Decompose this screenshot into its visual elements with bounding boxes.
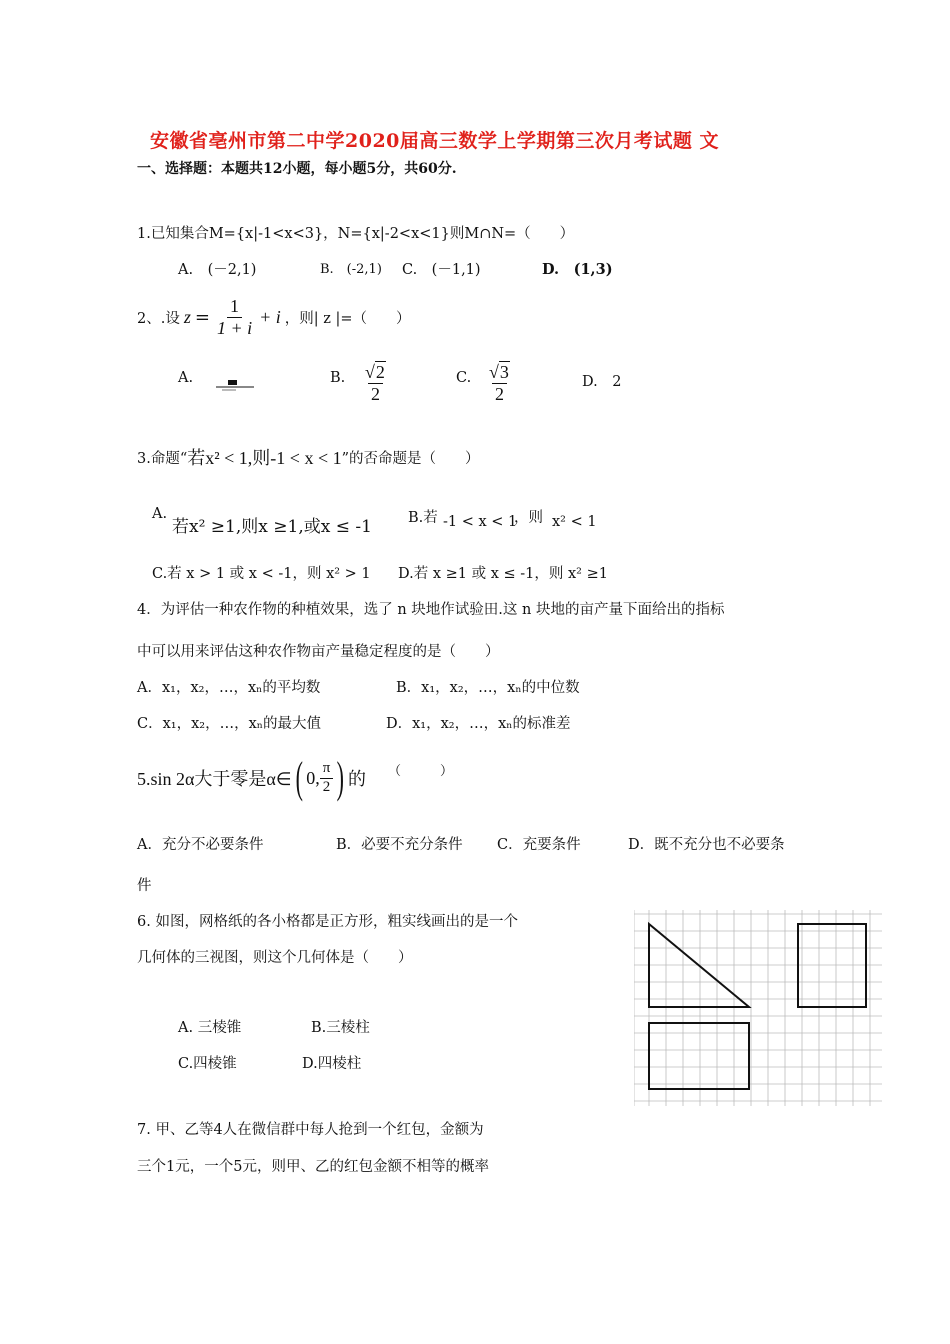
- q3-stem: [137, 444, 480, 470]
- q3-option-c: C.若 x > 1 或 x < -1，则 x² > 1: [152, 566, 371, 582]
- q6-option-a: A. 三棱锥: [178, 1020, 242, 1036]
- q4-line2: 中可以用来评估这种农作物亩产量稳定程度的是（ ）: [137, 644, 500, 660]
- q2-suffix: ，则| z |=（ ）: [284, 310, 411, 327]
- q2-plus-i: + i: [259, 306, 281, 327]
- q2-fraction-num: 1: [227, 296, 242, 318]
- q6-line2: 几何体的三视图，则这个几何体是（ ）: [137, 950, 413, 966]
- q3-option-b-math1: -1 < x < 1: [443, 514, 518, 530]
- q2-b-radicand: 2: [375, 362, 385, 382]
- q1-option-d: D. (1,3): [542, 261, 613, 278]
- q5-prefix: 5.sin 2α大于零是α∈: [137, 769, 292, 789]
- q3-suffix: ”的否命题是（ ）: [341, 450, 480, 467]
- q6-option-b: B.三棱柱: [311, 1020, 370, 1036]
- page-title: 安徽省亳州市第二中学2020届高三数学上学期第三次月考试题 文: [150, 130, 719, 152]
- q7-line1: 7. 甲、乙等4人在微信群中每人抢到一个红包，金额为: [137, 1122, 484, 1138]
- q2-eq: =: [194, 306, 210, 328]
- q2-fraction: [214, 296, 255, 338]
- q2-option-b-value: $\frac{√2}{2}$: [365, 362, 385, 404]
- q1-stem: 1.已知集合M={x|-1<x<3}，N={x|-2<x<1}则M∩N=（ ）: [137, 226, 575, 242]
- q2-fraction-den: 1 + i: [216, 317, 253, 338]
- q5-stem: 5.sin 2α大于零是α∈ ( 0, $\frac{\pi}{2}$ ) 的: [137, 753, 366, 802]
- q2-option-b-label: B.: [330, 370, 346, 386]
- q4-option-d: D．x₁，x₂，…，xₙ的标准差: [386, 716, 571, 732]
- q7-line2: 三个1元，一个5元，则甲、乙的红包金额不相等的概率: [137, 1159, 489, 1175]
- q2-z: z: [183, 306, 191, 327]
- q6-option-c: C.四棱锥: [178, 1056, 237, 1072]
- q2-option-a: A.: [178, 370, 194, 386]
- q2-c-radicand: 3: [499, 362, 509, 382]
- q2-b-denominator: 2: [368, 383, 383, 405]
- q5-zero: 0,: [306, 767, 320, 788]
- q3-option-b-label: B.若: [408, 510, 438, 526]
- q2-option-d: D. 2: [582, 374, 622, 390]
- q3-option-b-mid: ，则: [514, 510, 543, 526]
- q1-option-a: A. (－2,1): [178, 262, 257, 278]
- q4-option-c: C．x₁，x₂，…，xₙ的最大值: [137, 716, 322, 732]
- section-heading: 一、选择题：本题共12小题，每小题5分，共60分.: [137, 161, 457, 177]
- q5-post: 的: [347, 769, 366, 789]
- q5-two: 2: [322, 778, 331, 795]
- q1-option-c: C. (－1,1): [402, 262, 481, 278]
- q2-option-c-label: C.: [456, 370, 472, 386]
- q5-paren: （ ）: [388, 764, 454, 779]
- q1-option-b: B. (-2,1): [320, 262, 382, 277]
- q3-prefix: 3.命题“: [137, 450, 188, 467]
- q6-line1: 6. 如图，网格纸的各小格都是正方形，粗实线画出的是一个: [137, 914, 518, 930]
- q2-c-denominator: 2: [492, 383, 507, 405]
- q2-option-c-value: $\frac{√3}{2}$: [489, 362, 509, 404]
- q5-pi: π: [320, 760, 334, 778]
- q4-line1: 4．为评估一种农作物的种植效果，选了 n 块地作试验田.这 n 块地的亩产量下面给出的指标: [137, 602, 725, 618]
- q5-option-b: B．必要不充分条件: [336, 837, 463, 853]
- q2-stem: [137, 296, 411, 338]
- q2-option-a-fraction-image: [214, 378, 254, 392]
- q3-option-b-math2: x² < 1: [552, 514, 597, 530]
- q4-option-a: A．x₁，x₂，…，xₙ的平均数: [137, 680, 321, 696]
- q2-prefix: 2、.设: [137, 310, 180, 327]
- side-view-square: [798, 924, 866, 1007]
- q5-option-a: A．充分不必要条件: [137, 837, 264, 853]
- q5-option-d-cont: 件: [137, 878, 152, 894]
- q3-option-a-math: 若x² ≥1,则x ≥1,或x ≤ -1: [172, 517, 372, 537]
- q6-option-d: D.四棱柱: [302, 1056, 362, 1072]
- q3-option-a-label: A.: [152, 506, 168, 522]
- q4-option-b: B．x₁，x₂，…，xₙ的中位数: [396, 680, 580, 696]
- q3-option-d: D.若 x ≥1 或 x ≤ -1，则 x² ≥1: [398, 566, 608, 582]
- q5-option-c: C．充要条件: [497, 837, 581, 853]
- q5-option-d: D．既不充分也不必要条: [628, 837, 785, 853]
- q3-math: 若x² < 1,则-1 < x < 1: [187, 448, 342, 468]
- three-view-figure: [634, 910, 882, 1110]
